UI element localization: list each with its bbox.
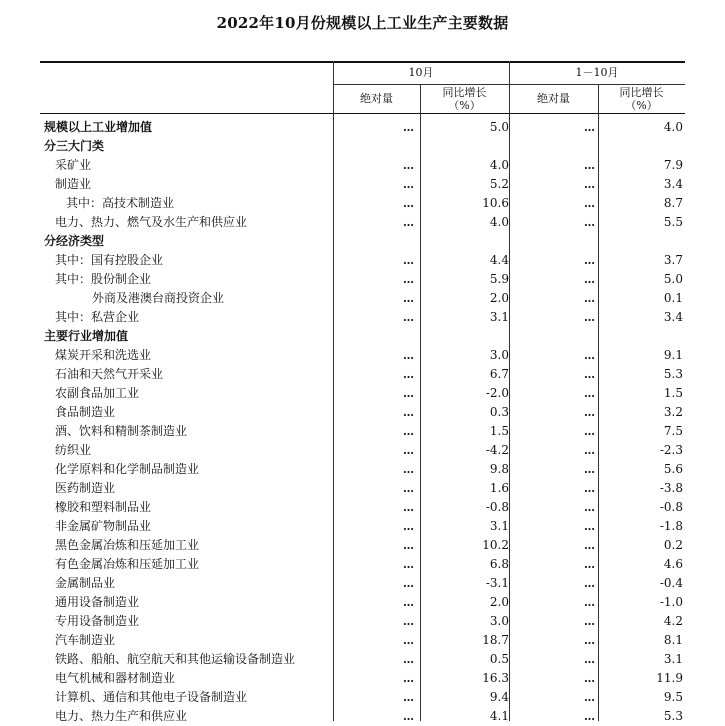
absolute-value-ytd: … — [584, 197, 594, 210]
table-row — [40, 365, 685, 384]
growth-value-ytd: 8.1 — [663, 633, 683, 647]
growth-value-oct: 4.4 — [489, 253, 509, 267]
table-row — [40, 251, 685, 270]
row-label: 电气机械和器材制造业 — [55, 671, 176, 685]
table-row — [40, 270, 685, 289]
growth-value-ytd: 3.2 — [663, 405, 683, 419]
page-title: 2022年10月份规模以上工业生产主要数据 — [216, 14, 509, 32]
absolute-value-ytd: … — [584, 596, 594, 609]
absolute-value-ytd: … — [584, 387, 594, 400]
growth-value-oct: 10.6 — [482, 196, 509, 210]
row-label: 电力、热力、燃气及水生产和供应业 — [55, 215, 248, 229]
growth-value-ytd: 7.9 — [663, 158, 683, 172]
growth-value-oct: 1.5 — [489, 424, 509, 438]
absolute-value-ytd: … — [584, 368, 594, 381]
growth-value-oct: 5.0 — [489, 120, 509, 134]
growth-label: 同比增长 — [619, 86, 664, 99]
col-header-absolute-2: 绝对量 — [537, 92, 570, 105]
growth-value-oct: 3.1 — [489, 310, 509, 324]
absolute-value-ytd: … — [584, 634, 594, 647]
absolute-value-oct: … — [403, 615, 413, 628]
absolute-value-ytd: … — [584, 463, 594, 476]
row-label: 金属制品业 — [55, 576, 116, 590]
table-row — [40, 669, 685, 688]
absolute-value-oct: … — [403, 444, 413, 457]
growth-value-oct: 3.1 — [489, 519, 509, 533]
row-label: 石油和天然气开采业 — [55, 367, 164, 381]
absolute-value-ytd: … — [584, 672, 594, 685]
row-label: 主要行业增加值 — [44, 329, 129, 343]
table-row — [40, 175, 685, 194]
absolute-value-oct: … — [403, 672, 413, 685]
growth-value-ytd: 3.7 — [663, 253, 683, 267]
row-label: 铁路、船舶、航空航天和其他运输设备制造业 — [55, 652, 296, 666]
absolute-value-ytd: … — [584, 273, 594, 286]
header-mid-rule — [333, 84, 685, 85]
table-row — [40, 384, 685, 403]
absolute-value-ytd: … — [584, 254, 594, 267]
absolute-value-oct: … — [403, 159, 413, 172]
growth-value-oct: 4.1 — [489, 709, 509, 723]
growth-value-oct: -0.8 — [485, 500, 509, 514]
growth-value-ytd: 8.7 — [663, 196, 683, 210]
row-label: 农副食品加工业 — [55, 386, 140, 400]
absolute-value-ytd: … — [584, 653, 594, 666]
row-label: 酒、饮料和精制茶制造业 — [55, 424, 188, 438]
growth-value-oct: 0.5 — [489, 652, 509, 666]
row-label: 规模以上工业增加值 — [44, 120, 153, 134]
absolute-value-ytd: … — [584, 615, 594, 628]
growth-value-ytd: -1.0 — [659, 595, 683, 609]
row-label: 纺织业 — [55, 443, 92, 457]
absolute-value-oct: … — [403, 254, 413, 267]
absolute-value-oct: … — [403, 501, 413, 514]
absolute-value-ytd: … — [584, 216, 594, 229]
row-label: 其中：私营企业 — [55, 310, 140, 324]
table-row — [40, 631, 685, 650]
table-row — [40, 156, 685, 175]
table-row — [40, 517, 685, 536]
row-label: 分三大门类 — [44, 139, 105, 153]
absolute-value-ytd: … — [584, 501, 594, 514]
table-row — [40, 650, 685, 669]
row-label: 化学原料和化学制品制造业 — [55, 462, 200, 476]
growth-value-ytd: -1.8 — [659, 519, 683, 533]
col-header-growth-1 — [420, 86, 509, 112]
absolute-value-oct: … — [403, 463, 413, 476]
row-label: 有色金属冶炼和压延加工业 — [55, 557, 200, 571]
table-row — [40, 403, 685, 422]
table-row — [40, 441, 685, 460]
table-body — [40, 118, 685, 726]
col-header-absolute-1: 绝对量 — [360, 92, 393, 105]
row-label: 采矿业 — [55, 158, 92, 172]
absolute-value-oct: … — [403, 273, 413, 286]
growth-value-oct: 3.0 — [489, 348, 509, 362]
growth-value-oct: 5.9 — [489, 272, 509, 286]
table-row — [40, 460, 685, 479]
absolute-value-oct: … — [403, 691, 413, 704]
absolute-value-oct: … — [403, 311, 413, 324]
row-label: 非金属矿物制品业 — [55, 519, 152, 533]
table-row — [40, 422, 685, 441]
absolute-value-oct: … — [403, 292, 413, 305]
growth-value-ytd: -3.8 — [659, 481, 683, 495]
growth-value-oct: 1.6 — [489, 481, 509, 495]
growth-value-oct: -4.2 — [485, 443, 509, 457]
growth-value-ytd: -0.8 — [659, 500, 683, 514]
row-label: 煤炭开采和洗选业 — [55, 348, 152, 362]
growth-value-oct: 9.4 — [489, 690, 509, 704]
growth-value-ytd: 4.0 — [663, 120, 683, 134]
row-label: 其中：股份制企业 — [55, 272, 152, 286]
row-label: 橡胶和塑料制品业 — [55, 500, 152, 514]
growth-value-oct: 4.0 — [489, 158, 509, 172]
growth-unit: （%） — [448, 99, 481, 112]
absolute-value-oct: … — [403, 482, 413, 495]
table-row — [40, 593, 685, 612]
absolute-value-ytd: … — [584, 121, 594, 134]
growth-value-oct: 6.8 — [489, 557, 509, 571]
growth-value-oct: 0.3 — [489, 405, 509, 419]
period-header-oct: 10月 — [408, 66, 434, 79]
growth-value-ytd: 5.0 — [663, 272, 683, 286]
growth-value-oct: 2.0 — [489, 595, 509, 609]
absolute-value-ytd: … — [584, 159, 594, 172]
growth-value-oct: 6.7 — [489, 367, 509, 381]
table-row — [40, 707, 685, 726]
row-label: 制造业 — [55, 177, 92, 191]
growth-value-ytd: -2.3 — [659, 443, 683, 457]
period-header-jan-oct: 1－10月 — [575, 66, 619, 79]
row-label: 医药制造业 — [55, 481, 116, 495]
absolute-value-oct: … — [403, 368, 413, 381]
row-label: 电力、热力生产和供应业 — [55, 709, 188, 723]
growth-value-oct: -3.1 — [485, 576, 509, 590]
growth-value-ytd: 11.9 — [656, 671, 683, 685]
absolute-value-oct: … — [403, 539, 413, 552]
growth-value-ytd: 7.5 — [663, 424, 683, 438]
growth-value-ytd: 5.3 — [663, 367, 683, 381]
table-row — [40, 289, 685, 308]
header-bottom-rule — [40, 113, 685, 114]
growth-label: 同比增长 — [442, 86, 487, 99]
table-row — [40, 308, 685, 327]
growth-value-ytd: 4.6 — [663, 557, 683, 571]
row-label: 计算机、通信和其他电子设备制造业 — [55, 690, 248, 704]
growth-value-oct: -2.0 — [485, 386, 509, 400]
table-row — [40, 574, 685, 593]
growth-value-oct: 9.8 — [489, 462, 509, 476]
growth-value-oct: 4.0 — [489, 215, 509, 229]
growth-value-oct: 18.7 — [482, 633, 509, 647]
absolute-value-oct: … — [403, 121, 413, 134]
absolute-value-ytd: … — [584, 311, 594, 324]
row-label: 食品制造业 — [55, 405, 116, 419]
absolute-value-ytd: … — [584, 558, 594, 571]
absolute-value-ytd: … — [584, 444, 594, 457]
absolute-value-ytd: … — [584, 482, 594, 495]
row-label: 黑色金属冶炼和压延加工业 — [55, 538, 200, 552]
absolute-value-ytd: … — [584, 425, 594, 438]
growth-value-ytd: 5.6 — [663, 462, 683, 476]
growth-value-ytd: 5.5 — [663, 215, 683, 229]
col-header-growth-2 — [598, 86, 685, 112]
absolute-value-oct: … — [403, 653, 413, 666]
row-label: 外商及港澳台商投资企业 — [92, 291, 225, 305]
absolute-value-oct: … — [403, 710, 413, 723]
table-row — [40, 498, 685, 517]
absolute-value-oct: … — [403, 349, 413, 362]
absolute-value-ytd: … — [584, 178, 594, 191]
absolute-value-ytd: … — [584, 406, 594, 419]
absolute-value-ytd: … — [584, 691, 594, 704]
absolute-value-oct: … — [403, 425, 413, 438]
row-label: 通用设备制造业 — [55, 595, 140, 609]
absolute-value-oct: … — [403, 197, 413, 210]
growth-value-oct: 2.0 — [489, 291, 509, 305]
growth-value-ytd: 9.1 — [663, 348, 683, 362]
growth-value-ytd: 4.2 — [663, 614, 683, 628]
absolute-value-oct: … — [403, 216, 413, 229]
absolute-value-oct: … — [403, 634, 413, 647]
table-row — [40, 118, 685, 137]
absolute-value-ytd: … — [584, 349, 594, 362]
row-label: 其中：国有控股企业 — [55, 253, 164, 267]
growth-value-ytd: 3.1 — [663, 652, 683, 666]
growth-value-oct: 3.0 — [489, 614, 509, 628]
table-top-rule — [40, 61, 685, 63]
table-row — [40, 346, 685, 365]
table-row — [40, 137, 685, 156]
absolute-value-oct: … — [403, 406, 413, 419]
absolute-value-oct: … — [403, 577, 413, 590]
table-row — [40, 536, 685, 555]
absolute-value-oct: … — [403, 558, 413, 571]
growth-value-ytd: 3.4 — [663, 177, 683, 191]
table-row — [40, 555, 685, 574]
growth-value-ytd: 3.4 — [663, 310, 683, 324]
table-row — [40, 479, 685, 498]
table-row — [40, 194, 685, 213]
table-row — [40, 327, 685, 346]
growth-value-ytd: 1.5 — [663, 386, 683, 400]
absolute-value-oct: … — [403, 178, 413, 191]
absolute-value-ytd: … — [584, 520, 594, 533]
row-label: 专用设备制造业 — [55, 614, 140, 628]
growth-unit: （%） — [625, 99, 658, 112]
growth-value-ytd: 9.5 — [663, 690, 683, 704]
growth-value-oct: 16.3 — [482, 671, 509, 685]
growth-value-oct: 5.2 — [489, 177, 509, 191]
growth-value-oct: 10.2 — [482, 538, 509, 552]
absolute-value-ytd: … — [584, 539, 594, 552]
absolute-value-oct: … — [403, 520, 413, 533]
absolute-value-ytd: … — [584, 292, 594, 305]
growth-value-ytd: 0.1 — [663, 291, 683, 305]
table-row — [40, 612, 685, 631]
absolute-value-oct: … — [403, 596, 413, 609]
growth-value-ytd: 0.2 — [663, 538, 683, 552]
table-row — [40, 232, 685, 251]
growth-value-ytd: -0.4 — [659, 576, 683, 590]
absolute-value-oct: … — [403, 387, 413, 400]
table-row — [40, 688, 685, 707]
growth-value-ytd: 5.3 — [663, 709, 683, 723]
row-label: 分经济类型 — [44, 234, 105, 248]
absolute-value-ytd: … — [584, 577, 594, 590]
row-label: 汽车制造业 — [55, 633, 116, 647]
table-row — [40, 213, 685, 232]
absolute-value-ytd: … — [584, 710, 594, 723]
row-label: 其中：高技术制造业 — [66, 196, 175, 210]
